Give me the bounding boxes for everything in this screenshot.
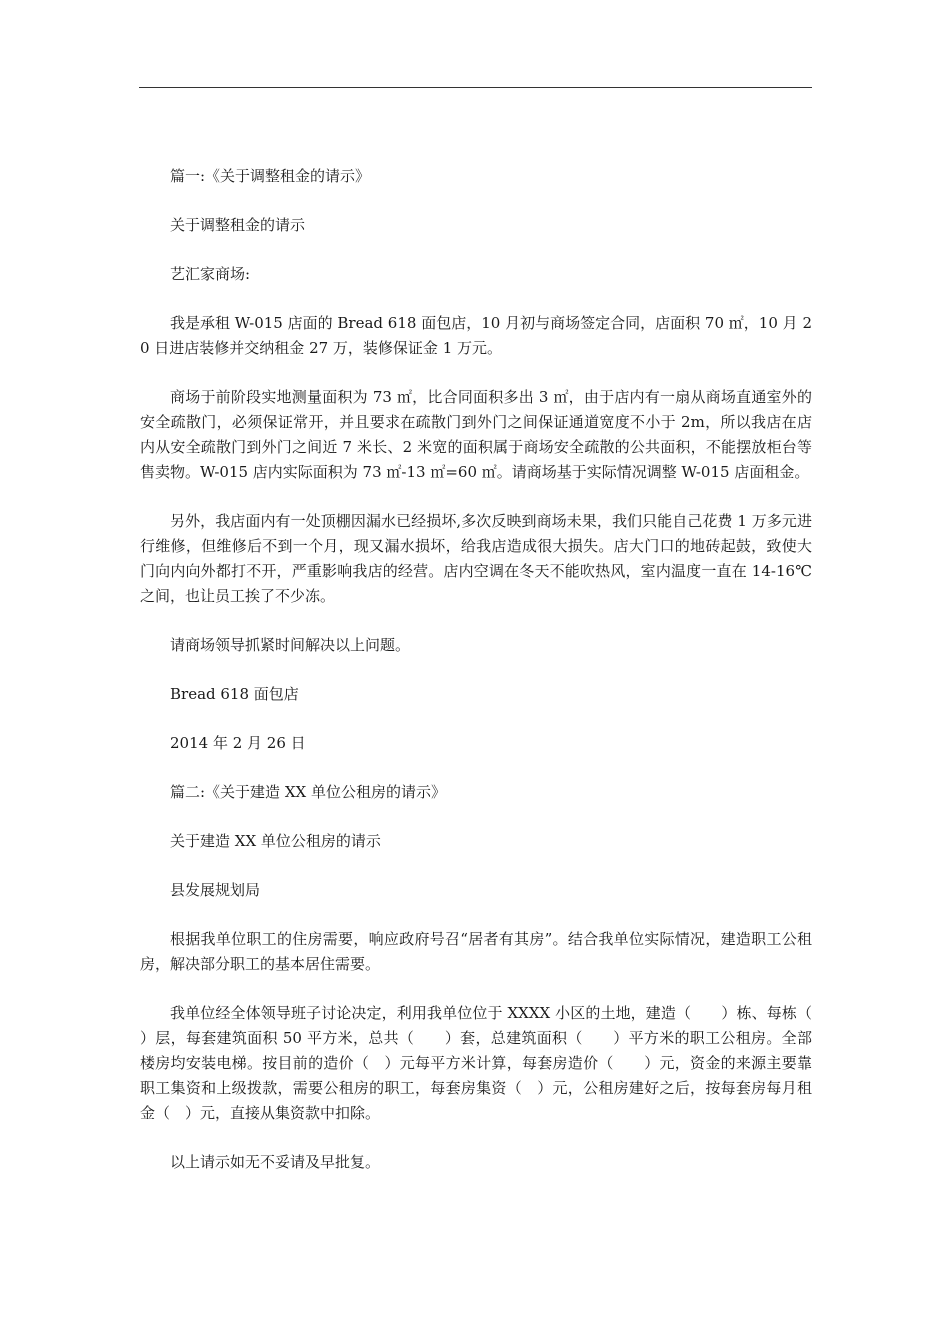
body-paragraph: 根据我单位职工的住房需要，响应政府号召“居者有其房”。结合我单位实际情况，建造职工公租房，解决部分职工的基本居住需要。 <box>140 930 812 973</box>
body-paragraph: 我单位经全体领导班子讨论决定，利用我单位位于 XXXX 小区的土地，建造（ ）栋、每栋（ ）层，每套建筑面积 50 平方米，总共（ ）套，总建筑面积（ ）平方米的职工公租房。全部楼房均安装电梯。按目前的造价（ ）元每平方米计算，每套房造价（ ）元，资金的来源主要靠职工集资和上级拨款，需要公租房的职工，每套房集资（ ）元，公租房建好之后，按每套房每月租金（ ）元，直接从集资款中扣除。 <box>140 1004 843 1122</box>
addressee: 艺汇家商场: <box>170 265 251 283</box>
request-line: 请商场领导抓紧时间解决以上问题。 <box>170 636 411 654</box>
header-rule <box>139 87 812 88</box>
signature-date: 2014 年 2 月 26 日 <box>170 734 306 752</box>
section-two-heading: 篇二:《关于建造 XX 单位公租房的请示》 <box>170 783 446 801</box>
closing-line: 以上请示如无不妥请及早批复。 <box>170 1153 381 1171</box>
body-paragraph: 我是承租 W-015 店面的 Bread 618 面包店，10 月初与商场签定合同，店面积 70 ㎡，10 月 20 日进店装修并交纳租金 27 万，装修保证金 1 万元。 <box>140 314 812 357</box>
body-paragraph: 另外，我店面内有一处顶棚因漏水已经损坏,多次反映到商场未果，我们只能自己花费 1 万多元进行维修，但维修后不到一个月，现又漏水损坏，给我店造成很大损失。店大门口的地砖起鼓，致使大门向内向外都打不开，严重影响我店的经营。店内空调在冬天不能吹热风，室内温度一直在 14-16℃之间，也让员工挨了不少冻。 <box>140 512 812 605</box>
body-paragraph: 商场于前阶段实地测量面积为 73 ㎡，比合同面积多出 3 ㎡，由于店内有一扇从商场直通室外的安全疏散门，必须保证常开，并且要求在疏散门到外门之间保证通道宽度不小于 2m，所以我店在店内从安全疏散门到外门之间近 7 米长、2 米宽的面积属于商场安全疏散的公共面积，不能摆放柜台等售卖物。W-015 店内实际面积为 73 ㎡-13 ㎡=60 ㎡。请商场基于实际情况调整 W-015 店面租金。 <box>140 388 812 481</box>
addressee: 县发展规划局 <box>170 881 261 899</box>
signature-name: Bread 618 面包店 <box>170 685 299 703</box>
section-one-heading: 篇一:《关于调整租金的请示》 <box>170 167 371 185</box>
section-two-title: 关于建造 XX 单位公租房的请示 <box>170 832 381 850</box>
document-body <box>140 164 843 1199</box>
section-one-title: 关于调整租金的请示 <box>170 216 306 234</box>
